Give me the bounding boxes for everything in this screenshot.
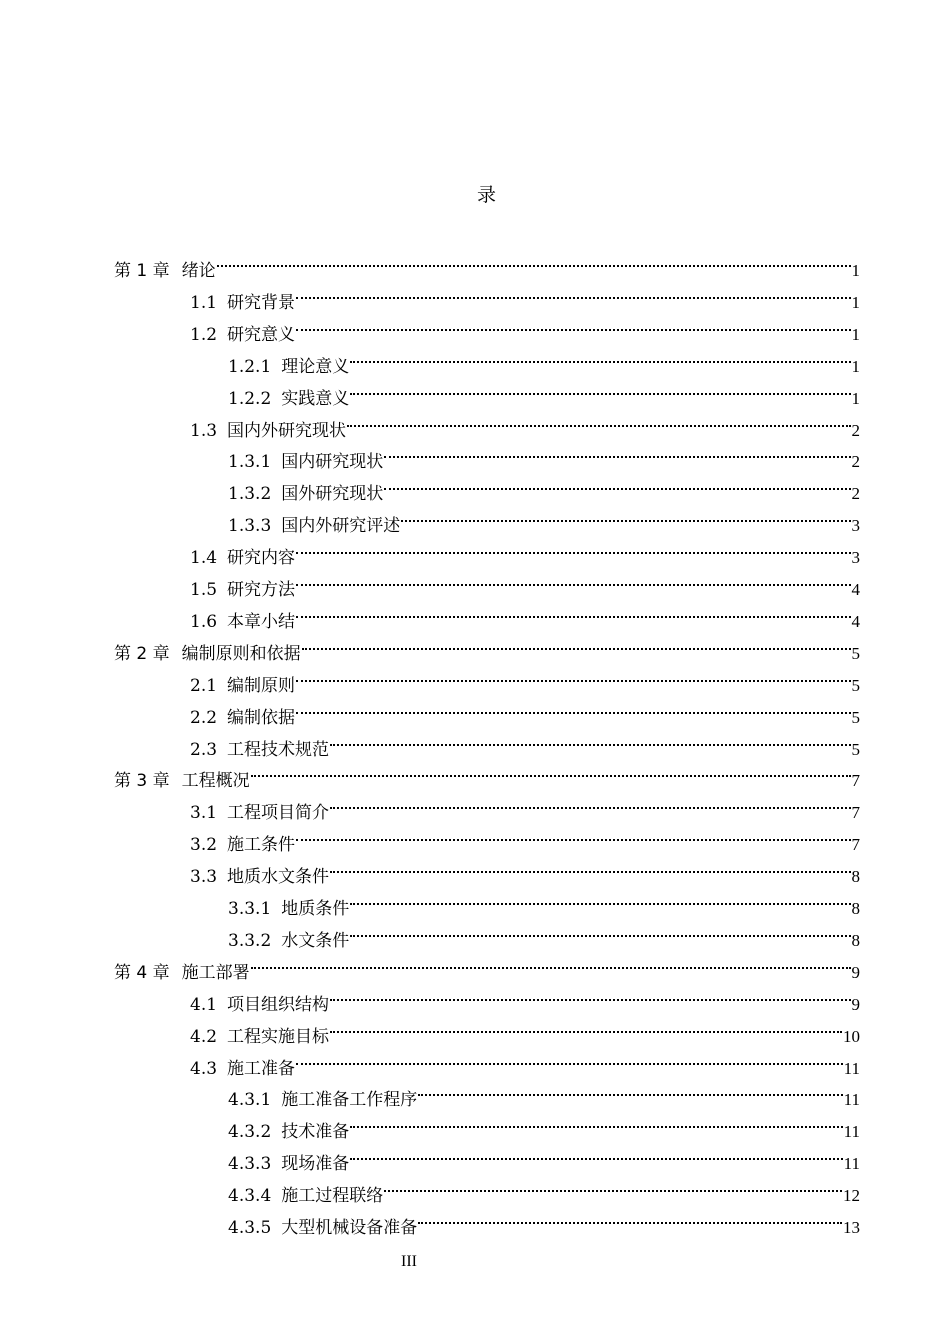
toc-entry-label: 研究背景 — [227, 292, 296, 313]
toc-entry-page: 5 — [851, 739, 860, 759]
toc-entry-page: 1 — [851, 388, 860, 408]
toc-entry-page: 2 — [851, 484, 860, 504]
toc-entry-page: 2 — [851, 420, 860, 440]
toc-entry-label: 工程实施目标 — [227, 1026, 330, 1047]
toc-entry-number: 1.2 — [190, 324, 218, 345]
toc-section-entry[interactable] — [190, 978, 860, 1015]
toc-section-entry[interactable] — [190, 691, 860, 728]
toc-entry-number: 1.3 — [190, 420, 218, 441]
toc-section-entry[interactable] — [190, 786, 860, 824]
toc-dot-leader — [250, 754, 852, 786]
toc-entry-number: 4.3.5 — [228, 1218, 272, 1238]
toc-entry-label: 工程项目简介 — [227, 803, 330, 824]
toc-entry-page: 8 — [851, 899, 860, 918]
toc-entry-label: 国内外研究评述 — [281, 516, 401, 537]
toc-dot-leader — [349, 340, 851, 372]
toc-entry-page: 5 — [851, 675, 860, 695]
toc-entry-page: 7 — [851, 771, 860, 791]
toc-section-entry[interactable] — [190, 659, 860, 696]
toc-entry-number: 第 4 章 — [114, 962, 170, 983]
toc-section-entry[interactable] — [228, 372, 860, 409]
toc-entry-page: 1 — [851, 356, 860, 376]
toc-section-entry[interactable] — [228, 340, 860, 377]
toc-entry-label: 工程技术规范 — [227, 739, 330, 760]
toc-entry-label: 施工准备工作程序 — [281, 1090, 418, 1111]
toc-entry-label: 大型机械设备准备 — [281, 1218, 418, 1238]
toc-entry-number: 4.3.4 — [228, 1186, 272, 1207]
toc-entry-number: 1.5 — [190, 580, 218, 600]
toc-entry-number: 第 3 章 — [114, 771, 170, 792]
toc-section-entry[interactable] — [228, 499, 860, 537]
toc-dot-leader — [417, 1201, 843, 1233]
toc-entry-page: 9 — [851, 962, 860, 982]
toc-chapter-entry[interactable] — [114, 754, 860, 792]
toc-entry-label: 国外研究现状 — [281, 484, 384, 505]
toc-section-entry[interactable] — [190, 404, 860, 441]
toc-entry-page: 7 — [851, 835, 860, 855]
toc-section-entry[interactable] — [190, 850, 860, 888]
toc-entry-label: 本章小结 — [227, 611, 296, 632]
toc-dot-leader — [349, 372, 851, 404]
toc-dot-leader — [383, 435, 851, 467]
toc-chapter-entry[interactable] — [114, 244, 860, 281]
toc-entry-label: 研究内容 — [227, 548, 296, 569]
toc-entry-page: 11 — [843, 1154, 860, 1174]
toc-dot-leader — [349, 1105, 843, 1137]
toc-entry-number: 4.1 — [190, 994, 218, 1015]
toc-section-entry[interactable] — [190, 595, 860, 632]
toc-chapter-entry[interactable] — [114, 946, 860, 983]
toc-entry-page: 9 — [851, 994, 860, 1014]
toc-entry-number: 第 1 章 — [114, 261, 170, 281]
toc-entry-number: 3.3.2 — [228, 930, 272, 951]
toc-entry-number: 1.2.2 — [228, 388, 272, 409]
toc-entry-page: 13 — [843, 1218, 860, 1237]
toc-entry-label: 研究方法 — [227, 580, 296, 600]
toc-entry-label: 施工条件 — [227, 835, 296, 856]
toc-entry-page: 11 — [843, 1058, 860, 1078]
toc-dot-leader — [295, 531, 851, 563]
toc-entry-page: 5 — [851, 707, 860, 727]
toc-dot-leader — [295, 818, 851, 850]
toc-entry-page: 8 — [851, 930, 860, 950]
toc-entry-page: 1 — [851, 324, 860, 344]
toc-dot-leader — [349, 1137, 843, 1169]
toc-dot-leader — [349, 882, 851, 914]
toc-dot-leader — [329, 786, 851, 818]
toc-dot-leader — [295, 659, 851, 691]
toc-entry-label: 现场准备 — [281, 1154, 350, 1175]
toc-entry-page: 3 — [851, 548, 860, 568]
toc-entry-label: 地质水文条件 — [227, 867, 330, 888]
toc-dot-leader — [295, 563, 851, 595]
toc-entry-label: 施工过程联络 — [281, 1186, 384, 1207]
toc-entry-page: 8 — [851, 867, 860, 887]
toc-section-entry[interactable] — [190, 531, 860, 569]
toc-entry-number: 4.3.1 — [228, 1090, 272, 1111]
toc-title: 录 — [476, 184, 496, 206]
toc-dot-leader — [295, 595, 851, 627]
toc-entry-label: 项目组织结构 — [227, 994, 330, 1015]
toc-dot-leader — [295, 308, 851, 340]
toc-entry-number: 2.1 — [190, 675, 218, 696]
toc-entry-page: 11 — [843, 1122, 860, 1142]
toc-dot-leader — [329, 723, 851, 755]
toc-entry-number: 4.2 — [190, 1026, 218, 1047]
toc-dot-leader — [295, 691, 851, 723]
toc-entry-number: 4.3.2 — [228, 1122, 272, 1143]
toc-entry-label: 理论意义 — [281, 356, 350, 377]
toc-entry-number: 1.3.2 — [228, 484, 272, 505]
toc-dot-leader — [216, 244, 852, 276]
toc-entry-label: 技术准备 — [281, 1122, 350, 1143]
toc-entry-page: 2 — [851, 452, 860, 472]
toc-section-entry[interactable] — [190, 723, 860, 760]
toc-entry-page: 11 — [843, 1090, 860, 1110]
page-number-footer: III — [401, 1253, 417, 1270]
toc-section-entry[interactable] — [190, 563, 860, 600]
toc-entry-label: 施工准备 — [227, 1058, 296, 1079]
toc-chapter-entry[interactable] — [114, 627, 860, 664]
toc-entry-number: 第 2 章 — [114, 643, 170, 664]
toc-entry-label: 编制依据 — [227, 707, 296, 728]
toc-section-entry[interactable] — [228, 1105, 860, 1143]
toc-entry-page: 5 — [851, 643, 860, 663]
toc-entry-label: 地质条件 — [281, 899, 350, 919]
toc-section-entry[interactable] — [228, 435, 860, 473]
toc-dot-leader — [383, 1169, 843, 1201]
toc-entry-page: 12 — [843, 1186, 860, 1206]
toc-dot-leader — [417, 1073, 843, 1105]
toc-entry-label: 国内外研究现状 — [227, 420, 347, 441]
toc-section-entry[interactable] — [190, 1042, 860, 1079]
toc-section-entry[interactable] — [190, 276, 860, 313]
toc-section-entry[interactable] — [228, 1073, 860, 1111]
toc-section-entry[interactable] — [228, 1169, 860, 1207]
toc-dot-leader — [329, 850, 851, 882]
toc-entry-page: 4 — [851, 611, 860, 631]
toc-entry-number: 3.3.1 — [228, 899, 272, 919]
toc-entry-label: 研究意义 — [227, 324, 296, 345]
toc-section-entry[interactable] — [190, 818, 860, 856]
toc-section-entry[interactable] — [228, 1137, 860, 1175]
toc-entry-label: 绪论 — [181, 261, 216, 281]
toc-entry-page: 1 — [851, 292, 860, 312]
toc-entry-number: 1.6 — [190, 611, 218, 632]
toc-section-entry[interactable] — [228, 882, 860, 919]
toc-section-entry[interactable] — [190, 308, 860, 345]
toc-entry-page: 4 — [851, 580, 860, 599]
toc-entry-label: 水文条件 — [281, 930, 350, 951]
toc-entry-number: 2.2 — [190, 707, 218, 728]
toc-section-entry[interactable] — [228, 1201, 860, 1238]
toc-dot-leader — [301, 627, 852, 659]
toc-section-entry[interactable] — [228, 467, 860, 505]
toc-dot-leader — [346, 404, 851, 436]
toc-entry-number: 1.1 — [190, 292, 218, 313]
toc-entry-label: 工程概况 — [181, 771, 250, 792]
toc-dot-leader — [349, 914, 851, 946]
toc-entry-page: 7 — [851, 803, 860, 823]
toc-dot-leader — [400, 499, 851, 531]
toc-dot-leader — [250, 946, 852, 978]
toc-dot-leader — [329, 978, 851, 1010]
toc-entry-page: 10 — [843, 1026, 860, 1046]
toc-entry-number: 1.3.3 — [228, 516, 272, 537]
toc-entry-label: 施工部署 — [181, 962, 250, 983]
toc-section-entry[interactable] — [190, 1010, 860, 1047]
toc-entry-number: 4.3 — [190, 1058, 218, 1079]
toc-entry-number: 2.3 — [190, 739, 218, 760]
toc-entry-label: 编制原则 — [227, 675, 296, 696]
toc-entry-page: 3 — [851, 516, 860, 536]
toc-entry-number: 1.4 — [190, 548, 218, 569]
toc-dot-leader — [329, 1010, 843, 1042]
toc-entry-label: 实践意义 — [281, 388, 350, 409]
toc-entry-number: 3.3 — [190, 867, 218, 888]
toc-entry-number: 1.3.1 — [228, 452, 272, 473]
toc-entry-number: 1.2.1 — [228, 356, 272, 377]
toc-entry-number: 4.3.3 — [228, 1154, 272, 1175]
toc-entry-number: 3.2 — [190, 835, 218, 856]
toc-dot-leader — [295, 276, 851, 308]
toc-section-entry[interactable] — [228, 914, 860, 951]
toc-entry-number: 3.1 — [190, 803, 218, 824]
toc-dot-leader — [295, 1042, 844, 1074]
toc-dot-leader — [383, 467, 851, 499]
toc-entry-label: 国内研究现状 — [281, 452, 384, 473]
toc-entry-label: 编制原则和依据 — [181, 643, 301, 664]
toc-entry-page: 1 — [851, 261, 860, 280]
